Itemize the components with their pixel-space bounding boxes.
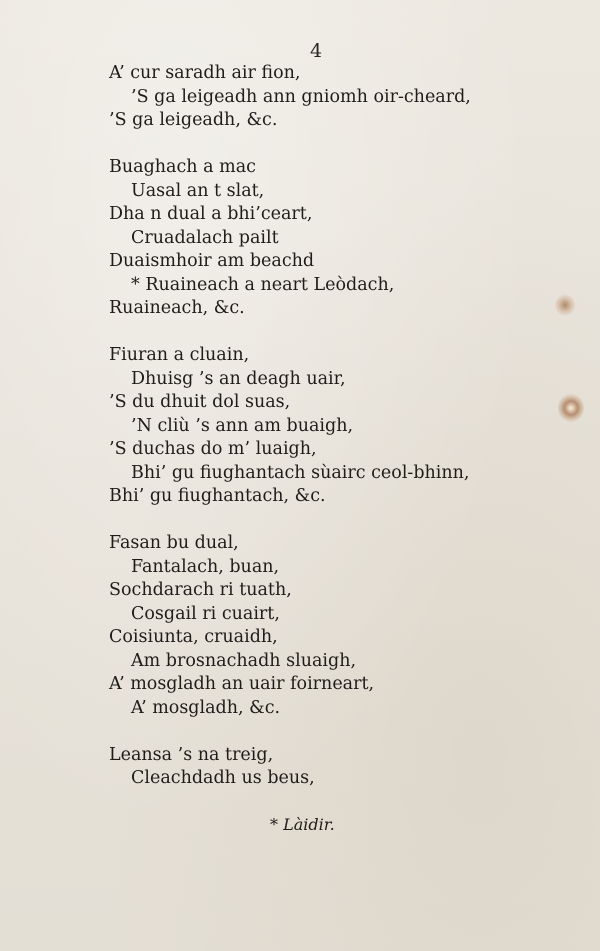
verse-line: Leansa ’s na treig, <box>109 744 274 765</box>
verse-line: Fasan bu dual, <box>109 533 239 553</box>
stanza-gap <box>109 321 549 345</box>
verse-line: * Ruaineach a neart Leòdach, <box>131 274 395 295</box>
poem-text <box>109 62 549 791</box>
verse-line: ’N cliù ’s ann am buaigh, <box>131 415 354 436</box>
verse-line: Cosgail ri cuairt, <box>131 603 280 624</box>
verse-line: A’ cur saradh air fion, <box>109 63 301 83</box>
verse-line: Bhi’ gu fiughantach, &c. <box>109 486 326 506</box>
stanza-gap <box>109 720 549 744</box>
stanza-gap <box>109 133 549 157</box>
stanza <box>109 344 549 509</box>
verse-line: Uasal an t slat, <box>131 180 265 201</box>
verse-line: Fantalach, buan, <box>131 556 280 577</box>
verse-line: Buaghach a mac <box>109 157 256 177</box>
verse-line: A’ mosgladh, &c. <box>131 697 281 718</box>
stanza <box>109 532 549 720</box>
verse-line: Duaismhoir am beachd <box>109 251 315 271</box>
verse-line: Bhi’ gu fiughantach sùairc ceol-bhinn, <box>131 462 470 483</box>
verse-line: ’S ga leigeadh ann gniomh oir-cheard, <box>131 86 471 107</box>
stanza <box>109 156 549 321</box>
verse-line: Dhuisg ’s an deagh uair, <box>131 368 346 389</box>
verse-line: Cruadalach pailt <box>131 227 279 248</box>
verse-line: Am brosnachadh sluaigh, <box>131 650 357 671</box>
stanza <box>109 744 549 791</box>
stanza <box>109 62 549 133</box>
foxing-stain <box>555 294 575 316</box>
verse-line: Coisiunta, cruaidh, <box>109 627 278 647</box>
verse-line: Dha n dual a bhi’ceart, <box>109 204 313 224</box>
verse-line: ’S duchas do m’ luaigh, <box>109 439 317 459</box>
verse-line: Cleachdadh us beus, <box>131 768 315 788</box>
footnote: * Làidir. <box>270 815 335 834</box>
verse-line: Fiuran a cluain, <box>109 345 250 365</box>
verse-line: A’ mosgladh an uair foirneart, <box>109 674 375 694</box>
verse-line: Ruaineach, &c. <box>109 298 245 318</box>
foxing-stain <box>558 394 584 422</box>
verse-line: ’S du dhuit dol suas, <box>109 392 291 412</box>
page-number: 4 <box>310 40 323 62</box>
stanza-gap <box>109 509 549 533</box>
verse-line: ’S ga leigeadh, &c. <box>109 110 278 130</box>
verse-line: Sochdarach ri tuath, <box>109 580 292 600</box>
